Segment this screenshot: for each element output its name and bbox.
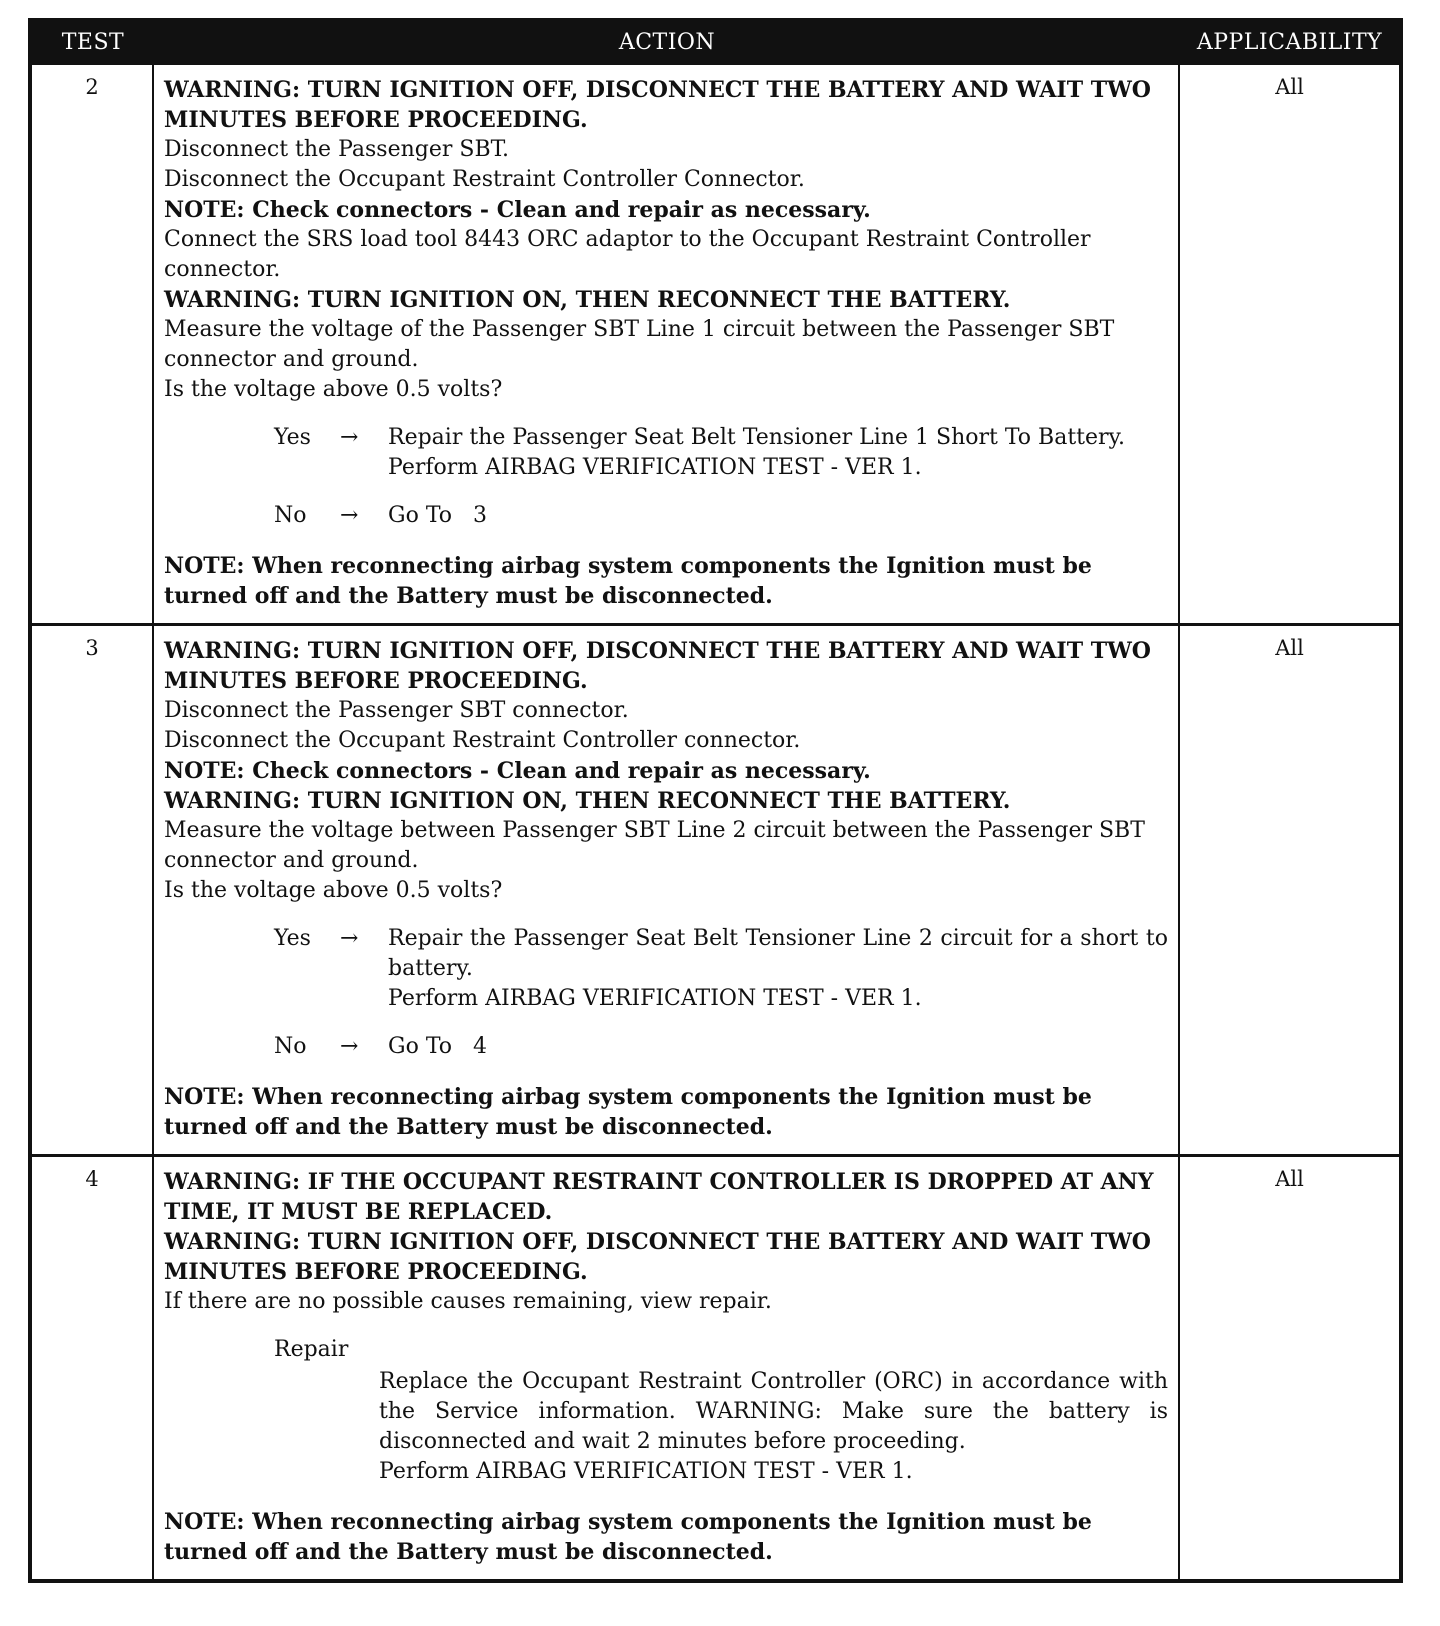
yes-branch <box>164 423 1168 483</box>
step-text: Disconnect the Passenger SBT. <box>164 137 510 162</box>
closing-note: NOTE: When reconnecting airbag system components the Ignition must be turned off and the Battery must be disconnected. <box>164 1084 1092 1140</box>
repair-instructions <box>379 1367 1168 1487</box>
action-cell <box>154 65 1180 623</box>
table-row <box>32 1154 1399 1579</box>
step-text: NOTE: Check connectors - Clean and repair as necessary. <box>164 758 871 784</box>
yes-label: Yes <box>274 926 311 951</box>
test-number: 2 <box>32 65 154 623</box>
no-branch <box>164 501 1168 531</box>
applicability-cell: All <box>1275 1167 1304 1191</box>
header-test: TEST <box>61 29 125 55</box>
repair-label: Repair <box>274 1337 349 1362</box>
step-text: WARNING: TURN IGNITION ON, THEN RECONNECT THE BATTERY. <box>164 788 1011 814</box>
header-action: ACTION <box>618 29 716 55</box>
table-row <box>32 623 1399 1154</box>
step-text: WARNING: TURN IGNITION OFF, DISCONNECT THE BATTERY AND WAIT TWO MINUTES BEFORE PROCEEDING. <box>164 1229 1151 1285</box>
step-text: Is the voltage above 0.5 volts? <box>164 878 503 903</box>
action-cell <box>154 1157 1180 1579</box>
right-arrow-icon: → <box>340 926 359 951</box>
action-cell <box>154 626 1180 1154</box>
table-row <box>32 62 1399 623</box>
no-label: No <box>274 1034 307 1059</box>
step-text: NOTE: Check connectors - Clean and repair as necessary. <box>164 197 871 223</box>
header-applicability: APPLICABILITY <box>1196 29 1383 55</box>
test-number: 3 <box>32 626 154 1154</box>
step-text: WARNING: IF THE OCCUPANT RESTRAINT CONTROLLER IS DROPPED AT ANY TIME, IT MUST BE REPLACED. <box>164 1169 1154 1225</box>
yes-perform-text: Perform AIRBAG VERIFICATION TEST - VER 1. <box>388 986 922 1011</box>
step-text: Is the voltage above 0.5 volts? <box>164 377 503 402</box>
step-text: WARNING: TURN IGNITION OFF, DISCONNECT THE BATTERY AND WAIT TWO MINUTES BEFORE PROCEEDING. <box>164 77 1151 133</box>
step-text: Connect the SRS load tool 8443 ORC adaptor to the Occupant Restraint Controller connector. <box>164 227 1091 282</box>
yes-result-text: Repair the Passenger Seat Belt Tensioner Line 1 Short To Battery. <box>388 425 1126 450</box>
yes-branch <box>164 924 1168 1014</box>
applicability-cell: All <box>1275 636 1304 660</box>
applicability-cell: All <box>1275 75 1304 99</box>
repair-text: Replace the Occupant Restraint Controller (ORC) in accordance with the Service information. WARNING: Make sure the battery is disconnected and wait 2 minutes before proceeding. <box>379 1369 1168 1454</box>
right-arrow-icon: → <box>340 1034 359 1059</box>
yes-result-text: Repair the Passenger Seat Belt Tensioner Line 2 circuit for a short to battery. <box>388 926 1168 981</box>
step-text: Disconnect the Occupant Restraint Controller connector. <box>164 728 801 753</box>
right-arrow-icon: → <box>340 425 359 450</box>
yes-result <box>388 423 1168 483</box>
no-result: Go To 4 <box>388 1034 487 1059</box>
repair-perform-text: Perform AIRBAG VERIFICATION TEST - VER 1. <box>379 1459 913 1484</box>
step-text: WARNING: TURN IGNITION ON, THEN RECONNECT THE BATTERY. <box>164 287 1011 313</box>
step-text: Disconnect the Passenger SBT connector. <box>164 698 629 723</box>
yes-result <box>388 924 1168 1014</box>
closing-note: NOTE: When reconnecting airbag system components the Ignition must be turned off and the Battery must be disconnected. <box>164 1509 1092 1565</box>
yes-label: Yes <box>274 425 311 450</box>
closing-note: NOTE: When reconnecting airbag system components the Ignition must be turned off and the Battery must be disconnected. <box>164 553 1092 609</box>
right-arrow-icon: → <box>340 503 359 528</box>
no-label: No <box>274 503 307 528</box>
step-text: WARNING: TURN IGNITION OFF, DISCONNECT THE BATTERY AND WAIT TWO MINUTES BEFORE PROCEEDING. <box>164 638 1151 694</box>
no-result: Go To 3 <box>388 503 487 528</box>
yes-perform-text: Perform AIRBAG VERIFICATION TEST - VER 1. <box>388 455 922 480</box>
step-text: Measure the voltage between Passenger SBT Line 2 circuit between the Passenger SBT connector and ground. <box>164 818 1145 873</box>
table-header <box>32 22 1399 62</box>
step-text: Measure the voltage of the Passenger SBT Line 1 circuit between the Passenger SBT connector and ground. <box>164 317 1115 372</box>
step-text: Disconnect the Occupant Restraint Controller Connector. <box>164 167 805 192</box>
diagnostic-test-table <box>28 18 1403 1583</box>
no-branch <box>164 1032 1168 1062</box>
test-number: 4 <box>32 1157 154 1579</box>
step-text: If there are no possible causes remaining, view repair. <box>164 1289 772 1314</box>
